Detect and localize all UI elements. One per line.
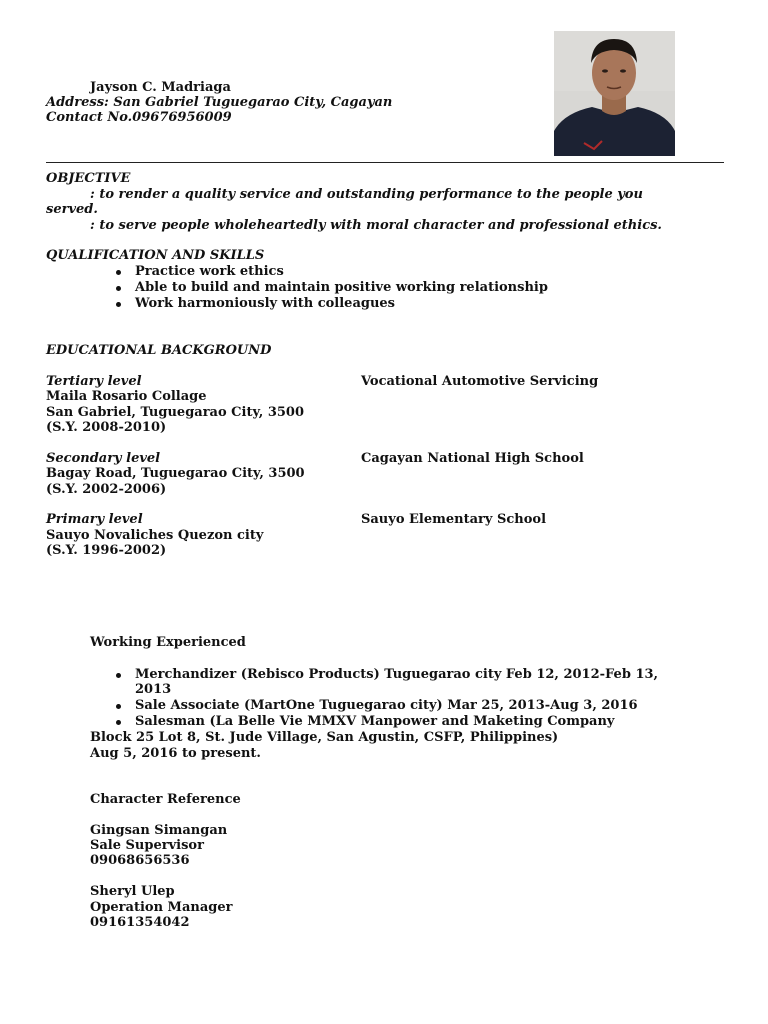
education-line: Maila Rosario Collage xyxy=(46,389,207,404)
reference-phone: 09161354042 xyxy=(90,915,190,930)
education-line: Sauyo Novaliches Quezon city xyxy=(46,528,264,543)
education-institution: Cagayan National High School xyxy=(361,451,584,466)
work-item: Merchandizer (Rebisco Products) Tuguegarao city Feb 12, 2012-Feb 13, xyxy=(135,667,659,682)
applicant-name: Jayson C. Madriaga xyxy=(90,80,231,95)
address-line: Address: San Gabriel Tuguegarao City, Cagayan xyxy=(46,95,393,110)
education-line: San Gabriel, Tuguegarao City, 3500 xyxy=(46,405,305,420)
bullet-icon xyxy=(116,704,121,709)
bullet-icon xyxy=(116,673,121,678)
references-heading: Character Reference xyxy=(90,792,241,807)
reference-name: Sheryl Ulep xyxy=(90,884,175,899)
education-level: Tertiary level xyxy=(46,374,142,389)
education-line: (S.Y. 2002-2006) xyxy=(46,482,167,497)
skill-item: Able to build and maintain positive working relationship xyxy=(135,280,548,295)
education-line: (S.Y. 2008-2010) xyxy=(46,420,167,435)
education-line: (S.Y. 1996-2002) xyxy=(46,543,167,558)
objective-heading: OBJECTIVE xyxy=(46,171,131,186)
work-date-line: Aug 5, 2016 to present. xyxy=(90,746,261,761)
header-divider xyxy=(46,162,724,163)
skill-item: Work harmoniously with colleagues xyxy=(135,296,395,311)
contact-line: Contact No.09676956009 xyxy=(46,110,232,125)
reference-name: Gingsan Simangan xyxy=(90,823,228,838)
work-address-line: Block 25 Lot 8, St. Jude Village, San Agustin, CSFP, Philippines) xyxy=(90,730,559,745)
bullet-icon xyxy=(116,286,121,291)
reference-title: Operation Manager xyxy=(90,900,233,915)
objective-line-1: : to render a quality service and outstanding performance to the people you xyxy=(90,187,643,202)
bullet-icon xyxy=(116,720,121,725)
education-institution: Vocational Automotive Servicing xyxy=(361,374,599,389)
work-item: Sale Associate (MartOne Tuguegarao city) Mar 25, 2013-Aug 3, 2016 xyxy=(135,698,638,713)
profile-photo xyxy=(554,31,675,156)
work-item-cont: 2013 xyxy=(135,682,172,697)
education-line: Bagay Road, Tuguegarao City, 3500 xyxy=(46,466,305,481)
objective-line-1-cont: served. xyxy=(46,202,98,217)
bullet-icon xyxy=(116,302,121,307)
reference-title: Sale Supervisor xyxy=(90,838,204,853)
skills-heading: QUALIFICATION AND SKILLS xyxy=(46,248,265,263)
objective-line-2: : to serve people wholeheartedly with moral character and professional ethics. xyxy=(90,218,662,233)
bullet-icon xyxy=(116,270,121,275)
reference-phone: 09068656536 xyxy=(90,853,190,868)
work-heading: Working Experienced xyxy=(90,635,246,650)
work-item: Salesman (La Belle Vie MMXV Manpower and Maketing Company xyxy=(135,714,615,729)
portrait-image xyxy=(554,31,675,156)
skill-item: Practice work ethics xyxy=(135,264,284,279)
education-institution: Sauyo Elementary School xyxy=(361,512,547,527)
education-level: Secondary level xyxy=(46,451,161,466)
education-level: Primary level xyxy=(46,512,143,527)
education-heading: EDUCATIONAL BACKGROUND xyxy=(46,343,272,358)
